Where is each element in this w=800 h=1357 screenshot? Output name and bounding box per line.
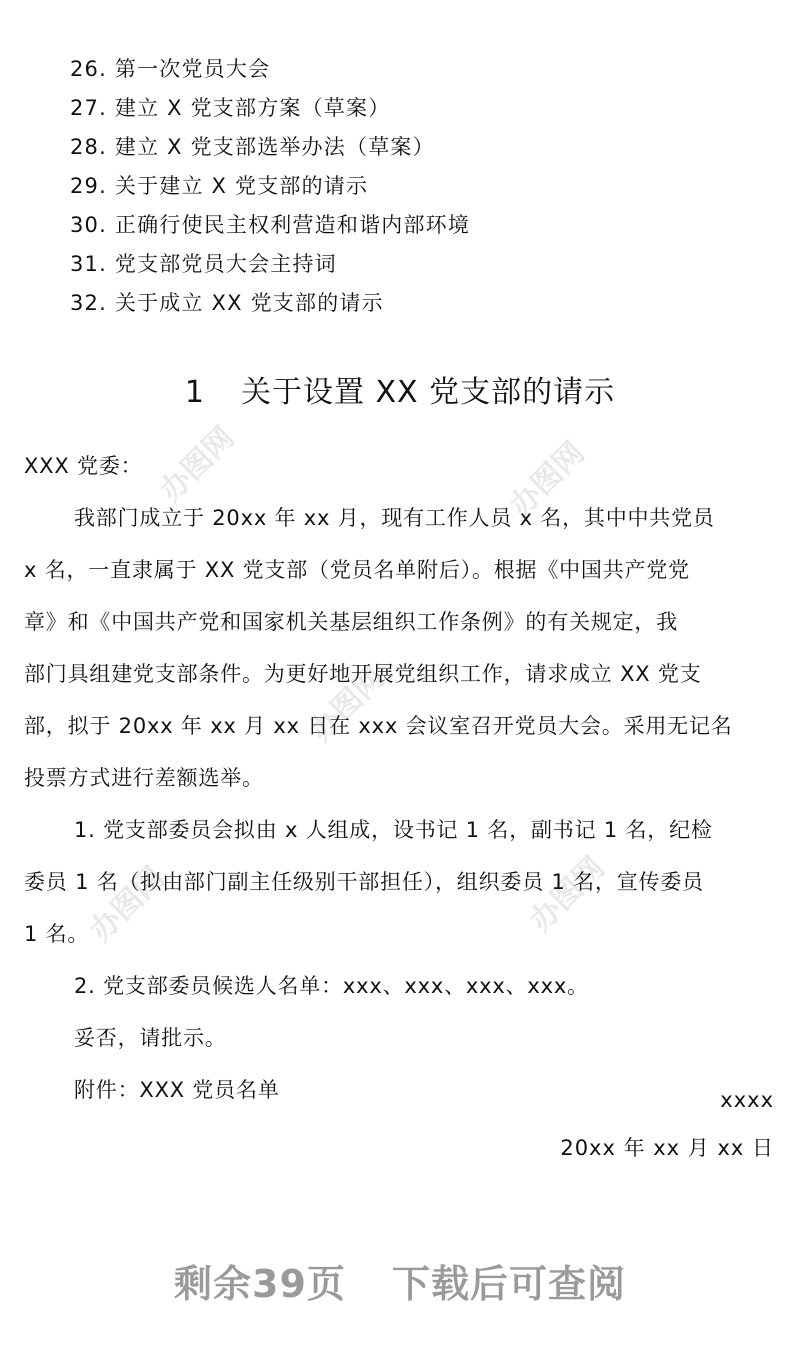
signature-date: 20xx 年 xx 月 xx 日 <box>560 1136 774 1160</box>
paragraph-line: 1. 党支部委员会拟由 x 人组成，设书记 1 名，副书记 1 名，纪检 <box>74 818 713 842</box>
paragraph-line: 章》和《中国共产党和国家机关基层组织工作条例》的有关规定，我 <box>24 610 678 634</box>
document-title <box>0 363 800 423</box>
toc-item[interactable]: 27. 建立 X 党支部方案（草案） <box>70 96 391 120</box>
salutation: XXX 党委： <box>24 454 143 478</box>
title-text: 关于设置 XX 党支部的请示 <box>240 375 616 410</box>
toc-item[interactable]: 28. 建立 X 党支部选举办法（草案） <box>70 135 435 159</box>
attachment-note: 附件：XXX 党员名单 <box>74 1078 280 1102</box>
watermark: 办图网 <box>303 660 392 749</box>
paragraph-line: 部门具组建党支部条件。为更好地开展党组织工作，请求成立 XX 党支 <box>24 662 702 686</box>
table-of-contents <box>70 52 470 325</box>
paragraph-committee <box>24 804 784 960</box>
toc-item[interactable]: 30. 正确行使民主权利营造和谐内部环境 <box>70 213 471 237</box>
toc-item[interactable]: 29. 关于建立 X 党支部的请示 <box>70 174 369 198</box>
paragraph-line: 部，拟于 20xx 年 xx 月 xx 日在 xxx 会议室召开党员大会。采用无记名 <box>24 714 733 738</box>
paragraph-line: 委员 1 名（拟由部门副主任级别干部担任），组织委员 1 名，宣传委员 <box>24 870 704 894</box>
watermark: 办图网 <box>83 860 172 949</box>
toc-item[interactable]: 31. 党支部党员大会主持词 <box>70 252 337 276</box>
paragraph-approval: 妥否，请批示。 <box>74 1026 227 1050</box>
download-prompt: 下载后可查阅 <box>391 1262 626 1306</box>
paragraph-line: 投票方式进行差额选举。 <box>24 766 264 790</box>
watermark: 办图网 <box>523 850 612 939</box>
watermark: 办图网 <box>153 420 242 509</box>
paragraph-line: x 名，一直隶属于 XX 党支部（党员名单附后）。根据《中国共产党党 <box>24 558 690 582</box>
toc-item[interactable]: 26. 第一次党员大会 <box>70 57 271 81</box>
paragraph-line: 1 名。 <box>24 922 90 946</box>
document-body <box>24 440 784 1116</box>
remaining-pages: 剩余39页 <box>174 1262 346 1306</box>
paragraph-line: 我部门成立于 20xx 年 xx 月，现有工作人员 x 名，其中中共党员 <box>74 506 715 530</box>
signature-organization: xxxx <box>720 1088 774 1112</box>
title-number: 1 <box>184 375 205 410</box>
paragraph-candidates: 2. 党支部委员候选人名单：xxx、xxx、xxx、xxx。 <box>74 974 589 998</box>
toc-item[interactable]: 32. 关于成立 XX 党支部的请示 <box>70 291 384 315</box>
watermark: 办图网 <box>503 435 592 524</box>
download-banner[interactable] <box>0 1253 800 1308</box>
paragraph-request <box>24 492 784 804</box>
